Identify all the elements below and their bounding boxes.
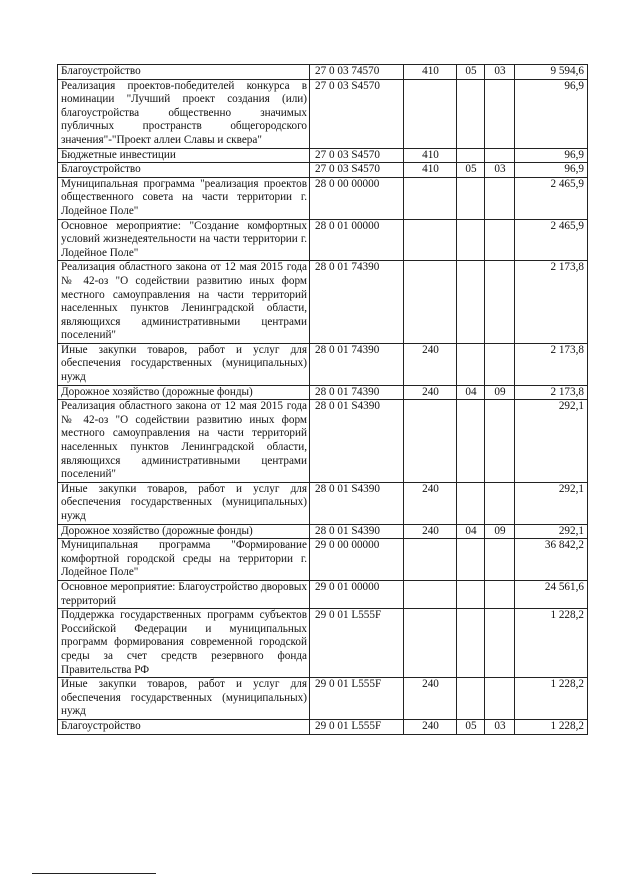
cell-section [457,678,485,720]
table-row [58,261,588,344]
footnote-separator [32,873,156,874]
cell-amount: 292,1 [515,524,588,539]
cell-section [457,539,485,581]
cell-subsection [485,261,515,344]
cell-name: Бюджетные инвестиции [58,148,310,163]
cell-subsection [485,219,515,261]
table-row [58,678,588,720]
cell-subsection [485,609,515,678]
table-row [58,609,588,678]
cell-section [457,148,485,163]
cell-section: 04 [457,385,485,400]
cell-section: 05 [457,719,485,734]
cell-name: Дорожное хозяйство (дорожные фонды) [58,524,310,539]
cell-amount: 36 842,2 [515,539,588,581]
cell-target-code: 28 0 01 S4390 [310,524,404,539]
table-row [58,385,588,400]
cell-section [457,580,485,608]
cell-target-code: 29 0 01 00000 [310,580,404,608]
cell-name: Муниципальная программа "реализация проектов общественного совета на части территории г. Лодейное Поле" [58,177,310,219]
cell-section: 05 [457,65,485,80]
cell-target-code: 27 0 03 S4570 [310,163,404,178]
cell-expense-type [404,609,457,678]
cell-target-code: 29 0 01 L555F [310,719,404,734]
cell-section [457,261,485,344]
cell-name: Благоустройство [58,163,310,178]
cell-section [457,177,485,219]
cell-amount: 96,9 [515,148,588,163]
cell-name: Дорожное хозяйство (дорожные фонды) [58,385,310,400]
cell-section [457,79,485,148]
cell-target-code: 28 0 01 74390 [310,385,404,400]
cell-target-code: 27 0 03 S4570 [310,148,404,163]
cell-target-code: 27 0 03 S4570 [310,79,404,148]
table-row [58,580,588,608]
cell-target-code: 28 0 01 74390 [310,343,404,385]
cell-amount: 9 594,6 [515,65,588,80]
table-row [58,719,588,734]
cell-expense-type: 240 [404,385,457,400]
table-row [58,219,588,261]
cell-section [457,609,485,678]
cell-amount: 96,9 [515,79,588,148]
table-row [58,482,588,524]
cell-target-code: 29 0 01 L555F [310,609,404,678]
cell-expense-type [404,539,457,581]
cell-subsection [485,580,515,608]
cell-name: Основное мероприятие: Благоустройство дворовых территорий [58,580,310,608]
cell-amount: 96,9 [515,163,588,178]
budget-table [57,64,588,735]
cell-subsection [485,343,515,385]
cell-amount: 2 465,9 [515,177,588,219]
cell-expense-type [404,400,457,483]
cell-subsection: 03 [485,163,515,178]
cell-expense-type: 410 [404,163,457,178]
cell-amount: 292,1 [515,482,588,524]
cell-subsection [485,79,515,148]
cell-target-code: 28 0 01 S4390 [310,482,404,524]
cell-amount: 2 173,8 [515,261,588,344]
cell-name: Реализация областного закона от 12 мая 2015 года № 42-оз "О содействии развитию иных форм местного самоуправления на части территорий населенных пунктов Ленинградской области, являющихся административными центрами поселений" [58,400,310,483]
table-row [58,148,588,163]
cell-target-code: 28 0 00 00000 [310,177,404,219]
table-row [58,163,588,178]
cell-amount: 2 465,9 [515,219,588,261]
cell-expense-type: 240 [404,482,457,524]
cell-expense-type: 240 [404,678,457,720]
cell-target-code: 29 0 01 L555F [310,678,404,720]
table-row [58,79,588,148]
cell-amount: 292,1 [515,400,588,483]
cell-expense-type [404,177,457,219]
budget-table-body [58,65,588,735]
cell-expense-type [404,219,457,261]
cell-amount: 1 228,2 [515,678,588,720]
cell-section [457,482,485,524]
cell-target-code: 27 0 03 74570 [310,65,404,80]
cell-name: Реализация областного закона от 12 мая 2015 года № 42-оз "О содействии развитию иных форм местного самоуправления на части территорий населенных пунктов Ленинградской области, являющихся административными центрами поселений" [58,261,310,344]
cell-expense-type: 410 [404,65,457,80]
cell-name: Муниципальная программа "Формирование комфортной городской среды на территории г. Лодейное Поле" [58,539,310,581]
table-row [58,177,588,219]
cell-amount: 1 228,2 [515,719,588,734]
cell-subsection: 09 [485,385,515,400]
cell-name: Благоустройство [58,719,310,734]
cell-subsection [485,400,515,483]
cell-target-code: 28 0 01 00000 [310,219,404,261]
cell-expense-type [404,79,457,148]
cell-subsection: 09 [485,524,515,539]
table-row [58,539,588,581]
cell-target-code: 28 0 01 S4390 [310,400,404,483]
table-row [58,65,588,80]
cell-amount: 2 173,8 [515,385,588,400]
cell-subsection [485,678,515,720]
cell-name: Основное мероприятие: "Создание комфортных условий жизнедеятельности на части территории г. Лодейное Поле" [58,219,310,261]
cell-section: 04 [457,524,485,539]
cell-section: 05 [457,163,485,178]
table-row [58,400,588,483]
cell-subsection [485,482,515,524]
cell-amount: 2 173,8 [515,343,588,385]
cell-amount: 1 228,2 [515,609,588,678]
table-row [58,343,588,385]
cell-name: Иные закупки товаров, работ и услуг для обеспечения государственных (муниципальных) нужд [58,343,310,385]
cell-expense-type: 240 [404,719,457,734]
cell-expense-type [404,580,457,608]
cell-expense-type: 240 [404,524,457,539]
cell-subsection [485,539,515,581]
cell-subsection [485,177,515,219]
cell-section [457,343,485,385]
cell-expense-type [404,261,457,344]
cell-expense-type: 240 [404,343,457,385]
cell-name: Иные закупки товаров, работ и услуг для обеспечения государственных (муниципальных) нужд [58,678,310,720]
cell-name: Поддержка государственных программ субъектов Российской Федерации и муниципальных программ формирования современной городской среды за счет средств резервного фонда Правительства РФ [58,609,310,678]
cell-target-code: 28 0 01 74390 [310,261,404,344]
cell-section [457,400,485,483]
cell-name: Благоустройство [58,65,310,80]
cell-subsection: 03 [485,719,515,734]
cell-target-code: 29 0 00 00000 [310,539,404,581]
cell-name: Иные закупки товаров, работ и услуг для обеспечения государственных (муниципальных) нужд [58,482,310,524]
cell-subsection [485,148,515,163]
table-row [58,524,588,539]
cell-expense-type: 410 [404,148,457,163]
cell-section [457,219,485,261]
cell-amount: 24 561,6 [515,580,588,608]
cell-subsection: 03 [485,65,515,80]
cell-name: Реализация проектов-победителей конкурса в номинации "Лучший проект создания (или) благоустройства общественно значимых публичных пространств общегородского значения"-"Проект аллеи Славы и сквера" [58,79,310,148]
